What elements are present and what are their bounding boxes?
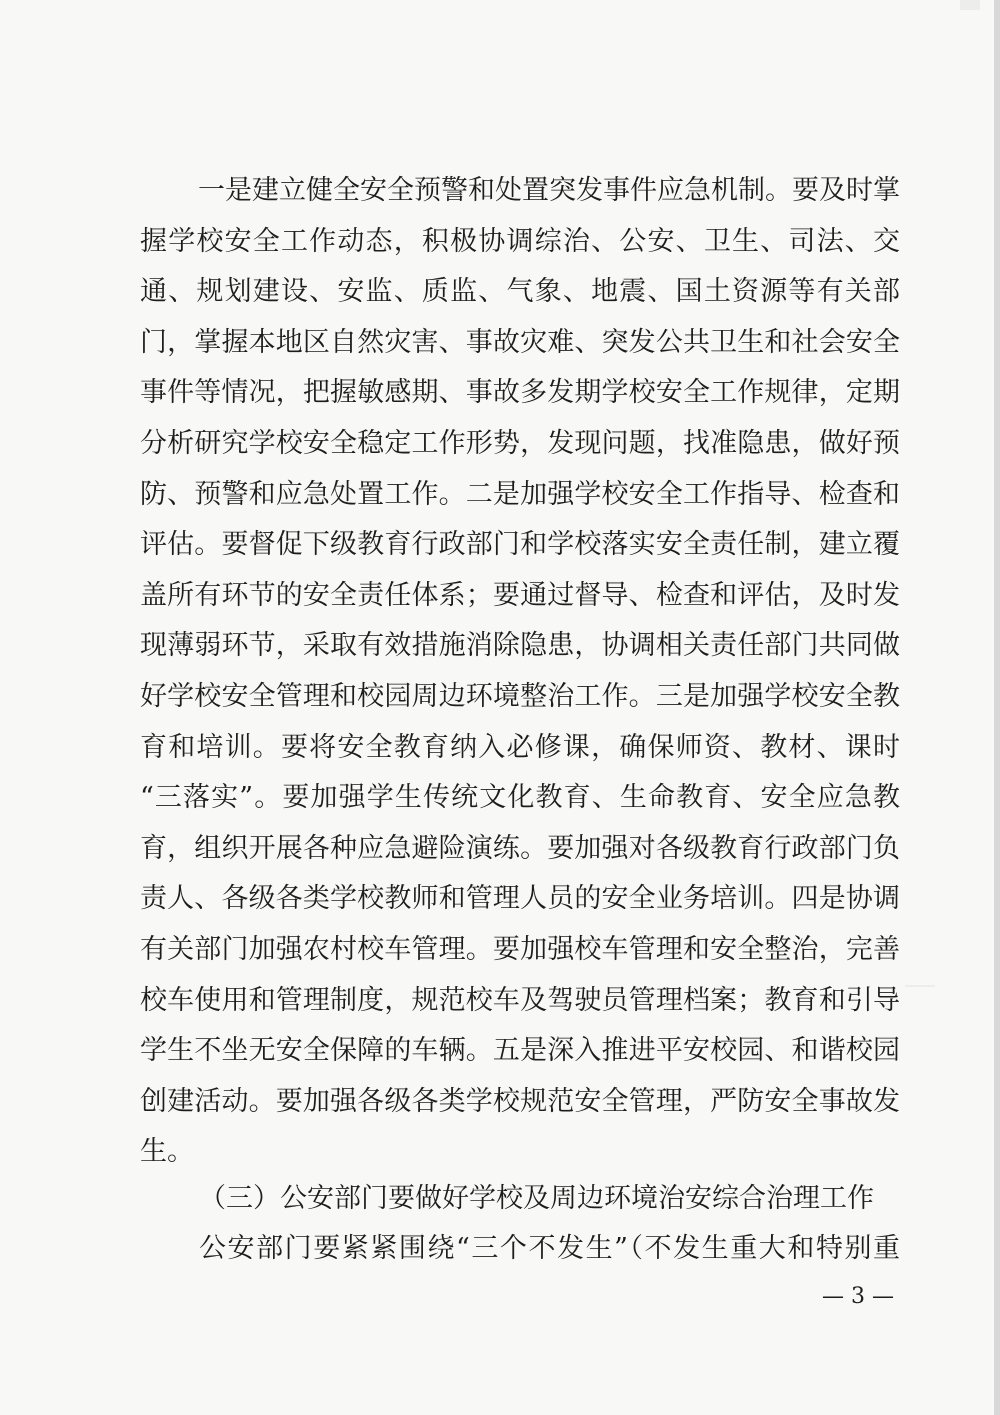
page-number: — 3 —	[822, 1284, 894, 1309]
paragraph-line: 有关部门加强农村校车管理。要加强校车管理和安全整治，完善	[140, 933, 900, 965]
section-heading: （三）公安部门要做好学校及周边环境治安综合治理工作	[199, 1183, 874, 1214]
paragraph-line: 生。	[140, 1136, 194, 1168]
scan-mark	[960, 0, 980, 10]
paragraph-line: 盖所有环节的安全责任体系；要通过督导、检查和评估，及时发	[140, 579, 900, 611]
paragraph-line: 事件等情况，把握敏感期、事故多发期学校安全工作规律，定期	[140, 377, 900, 409]
paragraph-line: 握学校安全工作动态，积极协调综治、公安、卫生、司法、交	[140, 225, 900, 257]
paragraph-line: 通、规划建设、安监、质监、气象、地震、国土资源等有关部	[140, 276, 900, 308]
paragraph-line: 育，组织开展各种应急避险演练。要加强对各级教育行政部门负	[140, 832, 900, 864]
paragraph-line: 门，掌握本地区自然灾害、事故灾难、突发公共卫生和社会安全	[140, 326, 900, 358]
paragraph-line: 创建活动。要加强各级各类学校规范安全管理，严防安全事故发	[140, 1085, 900, 1117]
paragraph-line: 防、预警和应急处置工作。二是加强学校安全工作指导、检查和	[140, 478, 900, 510]
paragraph-line: 学生不坐无安全保障的车辆。五是深入推进平安校园、和谐校园	[140, 1035, 900, 1067]
main-paragraph	[140, 166, 900, 1178]
next-paragraph-line: 公安部门要紧紧围绕“三个不发生”（不发生重大和特别重	[199, 1233, 900, 1264]
paragraph-line: 评估。要督促下级教育行政部门和学校落实安全责任制，建立覆	[140, 529, 900, 561]
scan-edge	[994, 0, 1000, 1415]
paragraph-line: 责人、各级各类学校教师和管理人员的安全业务培训。四是协调	[140, 883, 900, 915]
paragraph-line: 现薄弱环节，采取有效措施消除隐患，协调相关责任部门共同做	[140, 630, 900, 662]
paragraph-line: “三落实”。要加强学生传统文化教育、生命教育、安全应急教	[140, 782, 900, 814]
paragraph-line: 一是建立健全安全预警和处置突发事件应急机制。要及时掌	[198, 175, 900, 206]
scan-mark	[905, 985, 935, 987]
paragraph-line: 分析研究学校安全稳定工作形势，发现问题，找准隐患，做好预	[140, 427, 900, 459]
paragraph-line: 育和培训。要将安全教育纳入必修课，确保师资、教材、课时	[140, 731, 900, 763]
paragraph-line: 校车使用和管理制度，规范校车及驾驶员管理档案；教育和引导	[140, 984, 900, 1016]
paragraph-line: 好学校安全管理和校园周边环境整治工作。三是加强学校安全教	[140, 680, 900, 712]
